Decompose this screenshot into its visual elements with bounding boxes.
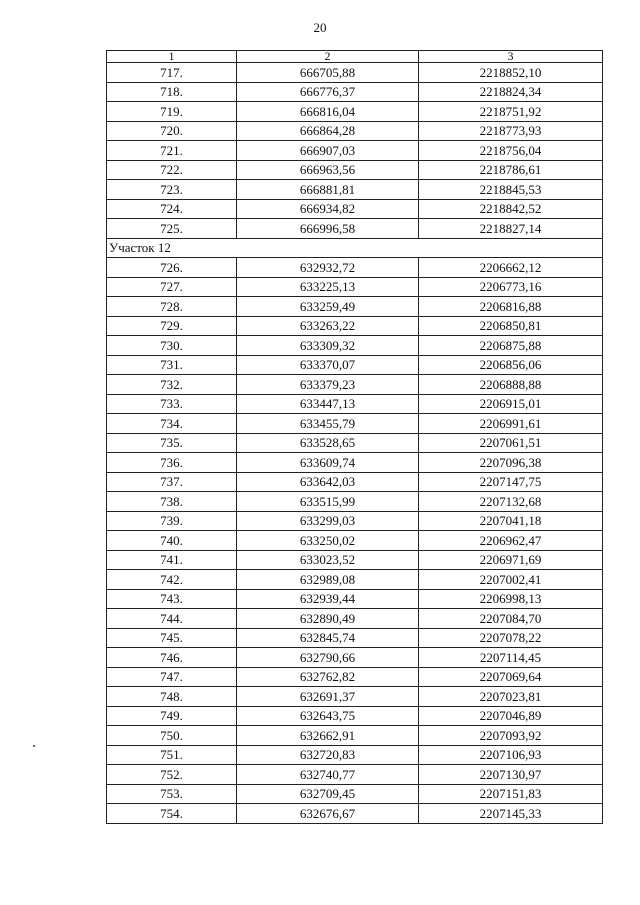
x-coordinate-cell: 632790,66 bbox=[237, 648, 419, 668]
point-number-cell: 739. bbox=[107, 511, 237, 531]
table-row bbox=[107, 453, 603, 473]
table-row bbox=[107, 570, 603, 590]
point-number-cell: 720. bbox=[107, 121, 237, 141]
y-coordinate-cell: 2207106,93 bbox=[419, 745, 603, 765]
table-row bbox=[107, 394, 603, 414]
y-coordinate-cell: 2206998,13 bbox=[419, 589, 603, 609]
x-coordinate-cell: 632709,45 bbox=[237, 784, 419, 804]
y-coordinate-cell: 2206962,47 bbox=[419, 531, 603, 551]
x-coordinate-cell: 632662,91 bbox=[237, 726, 419, 746]
x-coordinate-cell: 633447,13 bbox=[237, 394, 419, 414]
x-coordinate-cell: 633250,02 bbox=[237, 531, 419, 551]
table-row bbox=[107, 180, 603, 200]
column-header-3: 3 bbox=[419, 51, 603, 63]
table-row bbox=[107, 667, 603, 687]
section-label: Участок 12 bbox=[107, 238, 603, 258]
table-row bbox=[107, 316, 603, 336]
y-coordinate-cell: 2207130,97 bbox=[419, 765, 603, 785]
y-coordinate-cell: 2218852,10 bbox=[419, 63, 603, 83]
y-coordinate-cell: 2218773,93 bbox=[419, 121, 603, 141]
y-coordinate-cell: 2206888,88 bbox=[419, 375, 603, 395]
table-row bbox=[107, 336, 603, 356]
table-row bbox=[107, 160, 603, 180]
table-row bbox=[107, 258, 603, 278]
x-coordinate-cell: 633609,74 bbox=[237, 453, 419, 473]
x-coordinate-cell: 632762,82 bbox=[237, 667, 419, 687]
table-row bbox=[107, 609, 603, 629]
table-row bbox=[107, 63, 603, 83]
y-coordinate-cell: 2206816,88 bbox=[419, 297, 603, 317]
y-coordinate-cell: 2207132,68 bbox=[419, 492, 603, 512]
table-row bbox=[107, 219, 603, 239]
x-coordinate-cell: 632845,74 bbox=[237, 628, 419, 648]
point-number-cell: 754. bbox=[107, 804, 237, 824]
y-coordinate-cell: 2206773,16 bbox=[419, 277, 603, 297]
y-coordinate-cell: 2206662,12 bbox=[419, 258, 603, 278]
y-coordinate-cell: 2206875,88 bbox=[419, 336, 603, 356]
x-coordinate-cell: 633259,49 bbox=[237, 297, 419, 317]
x-coordinate-cell: 633642,03 bbox=[237, 472, 419, 492]
table-row bbox=[107, 628, 603, 648]
x-coordinate-cell: 632691,37 bbox=[237, 687, 419, 707]
x-coordinate-cell: 633299,03 bbox=[237, 511, 419, 531]
point-number-cell: 743. bbox=[107, 589, 237, 609]
y-coordinate-cell: 2206971,69 bbox=[419, 550, 603, 570]
point-number-cell: 724. bbox=[107, 199, 237, 219]
point-number-cell: 742. bbox=[107, 570, 237, 590]
table-row bbox=[107, 102, 603, 122]
point-number-cell: 744. bbox=[107, 609, 237, 629]
point-number-cell: 745. bbox=[107, 628, 237, 648]
x-coordinate-cell: 632932,72 bbox=[237, 258, 419, 278]
point-number-cell: 717. bbox=[107, 63, 237, 83]
column-header-2: 2 bbox=[237, 51, 419, 63]
y-coordinate-cell: 2218756,04 bbox=[419, 141, 603, 161]
table-row bbox=[107, 784, 603, 804]
y-coordinate-cell: 2206850,81 bbox=[419, 316, 603, 336]
point-number-cell: 723. bbox=[107, 180, 237, 200]
y-coordinate-cell: 2206915,01 bbox=[419, 394, 603, 414]
y-coordinate-cell: 2207093,92 bbox=[419, 726, 603, 746]
point-number-cell: 725. bbox=[107, 219, 237, 239]
x-coordinate-cell: 633309,32 bbox=[237, 336, 419, 356]
point-number-cell: 752. bbox=[107, 765, 237, 785]
section-row bbox=[107, 238, 603, 258]
y-coordinate-cell: 2207147,75 bbox=[419, 472, 603, 492]
y-coordinate-cell: 2207096,38 bbox=[419, 453, 603, 473]
y-coordinate-cell: 2218751,92 bbox=[419, 102, 603, 122]
y-coordinate-cell: 2218827,14 bbox=[419, 219, 603, 239]
y-coordinate-cell: 2207114,45 bbox=[419, 648, 603, 668]
x-coordinate-cell: 666816,04 bbox=[237, 102, 419, 122]
table-row bbox=[107, 199, 603, 219]
point-number-cell: 750. bbox=[107, 726, 237, 746]
table-row bbox=[107, 804, 603, 824]
table-row bbox=[107, 277, 603, 297]
coordinates-table bbox=[106, 50, 603, 824]
table-row bbox=[107, 687, 603, 707]
x-coordinate-cell: 666996,58 bbox=[237, 219, 419, 239]
y-coordinate-cell: 2207061,51 bbox=[419, 433, 603, 453]
x-coordinate-cell: 666907,03 bbox=[237, 141, 419, 161]
y-coordinate-cell: 2207145,33 bbox=[419, 804, 603, 824]
y-coordinate-cell: 2207151,83 bbox=[419, 784, 603, 804]
x-coordinate-cell: 632720,83 bbox=[237, 745, 419, 765]
y-coordinate-cell: 2207078,22 bbox=[419, 628, 603, 648]
point-number-cell: 728. bbox=[107, 297, 237, 317]
point-number-cell: 748. bbox=[107, 687, 237, 707]
point-number-cell: 736. bbox=[107, 453, 237, 473]
x-coordinate-cell: 666881,81 bbox=[237, 180, 419, 200]
point-number-cell: 722. bbox=[107, 160, 237, 180]
y-coordinate-cell: 2207023,81 bbox=[419, 687, 603, 707]
table-row bbox=[107, 706, 603, 726]
point-number-cell: 751. bbox=[107, 745, 237, 765]
x-coordinate-cell: 632989,08 bbox=[237, 570, 419, 590]
y-coordinate-cell: 2206856,06 bbox=[419, 355, 603, 375]
y-coordinate-cell: 2207041,18 bbox=[419, 511, 603, 531]
y-coordinate-cell: 2218842,52 bbox=[419, 199, 603, 219]
x-coordinate-cell: 633263,22 bbox=[237, 316, 419, 336]
table-header-row bbox=[107, 51, 603, 63]
table-row bbox=[107, 433, 603, 453]
point-number-cell: 749. bbox=[107, 706, 237, 726]
table-row bbox=[107, 726, 603, 746]
x-coordinate-cell: 666705,88 bbox=[237, 63, 419, 83]
point-number-cell: 740. bbox=[107, 531, 237, 551]
table-row bbox=[107, 745, 603, 765]
point-number-cell: 732. bbox=[107, 375, 237, 395]
table-row bbox=[107, 648, 603, 668]
table-row bbox=[107, 550, 603, 570]
column-header-1: 1 bbox=[107, 51, 237, 63]
table-row bbox=[107, 141, 603, 161]
stray-mark bbox=[33, 745, 35, 747]
point-number-cell: 733. bbox=[107, 394, 237, 414]
point-number-cell: 719. bbox=[107, 102, 237, 122]
x-coordinate-cell: 633455,79 bbox=[237, 414, 419, 434]
y-coordinate-cell: 2218824,34 bbox=[419, 82, 603, 102]
point-number-cell: 747. bbox=[107, 667, 237, 687]
x-coordinate-cell: 632939,44 bbox=[237, 589, 419, 609]
point-number-cell: 721. bbox=[107, 141, 237, 161]
page-number: 20 bbox=[313, 20, 327, 35]
point-number-cell: 737. bbox=[107, 472, 237, 492]
point-number-cell: 746. bbox=[107, 648, 237, 668]
table-row bbox=[107, 82, 603, 102]
x-coordinate-cell: 633515,99 bbox=[237, 492, 419, 512]
point-number-cell: 741. bbox=[107, 550, 237, 570]
point-number-cell: 731. bbox=[107, 355, 237, 375]
point-number-cell: 753. bbox=[107, 784, 237, 804]
x-coordinate-cell: 633023,52 bbox=[237, 550, 419, 570]
x-coordinate-cell: 632676,67 bbox=[237, 804, 419, 824]
point-number-cell: 738. bbox=[107, 492, 237, 512]
y-coordinate-cell: 2218845,53 bbox=[419, 180, 603, 200]
x-coordinate-cell: 633225,13 bbox=[237, 277, 419, 297]
table-row bbox=[107, 765, 603, 785]
x-coordinate-cell: 633379,23 bbox=[237, 375, 419, 395]
table-row bbox=[107, 375, 603, 395]
point-number-cell: 729. bbox=[107, 316, 237, 336]
table-row bbox=[107, 414, 603, 434]
table-row bbox=[107, 511, 603, 531]
coordinates-table-body bbox=[107, 51, 603, 824]
table-row bbox=[107, 531, 603, 551]
point-number-cell: 730. bbox=[107, 336, 237, 356]
table-row bbox=[107, 492, 603, 512]
point-number-cell: 727. bbox=[107, 277, 237, 297]
x-coordinate-cell: 666864,28 bbox=[237, 121, 419, 141]
table-row bbox=[107, 355, 603, 375]
table-row bbox=[107, 121, 603, 141]
table-row bbox=[107, 297, 603, 317]
y-coordinate-cell: 2206991,61 bbox=[419, 414, 603, 434]
x-coordinate-cell: 633370,07 bbox=[237, 355, 419, 375]
y-coordinate-cell: 2207084,70 bbox=[419, 609, 603, 629]
x-coordinate-cell: 632890,49 bbox=[237, 609, 419, 629]
point-number-cell: 726. bbox=[107, 258, 237, 278]
x-coordinate-cell: 666934,82 bbox=[237, 199, 419, 219]
table-row bbox=[107, 589, 603, 609]
x-coordinate-cell: 632643,75 bbox=[237, 706, 419, 726]
y-coordinate-cell: 2207002,41 bbox=[419, 570, 603, 590]
point-number-cell: 734. bbox=[107, 414, 237, 434]
x-coordinate-cell: 632740,77 bbox=[237, 765, 419, 785]
x-coordinate-cell: 633528,65 bbox=[237, 433, 419, 453]
x-coordinate-cell: 666776,37 bbox=[237, 82, 419, 102]
point-number-cell: 718. bbox=[107, 82, 237, 102]
y-coordinate-cell: 2218786,61 bbox=[419, 160, 603, 180]
point-number-cell: 735. bbox=[107, 433, 237, 453]
y-coordinate-cell: 2207069,64 bbox=[419, 667, 603, 687]
y-coordinate-cell: 2207046,89 bbox=[419, 706, 603, 726]
x-coordinate-cell: 666963,56 bbox=[237, 160, 419, 180]
table-row bbox=[107, 472, 603, 492]
